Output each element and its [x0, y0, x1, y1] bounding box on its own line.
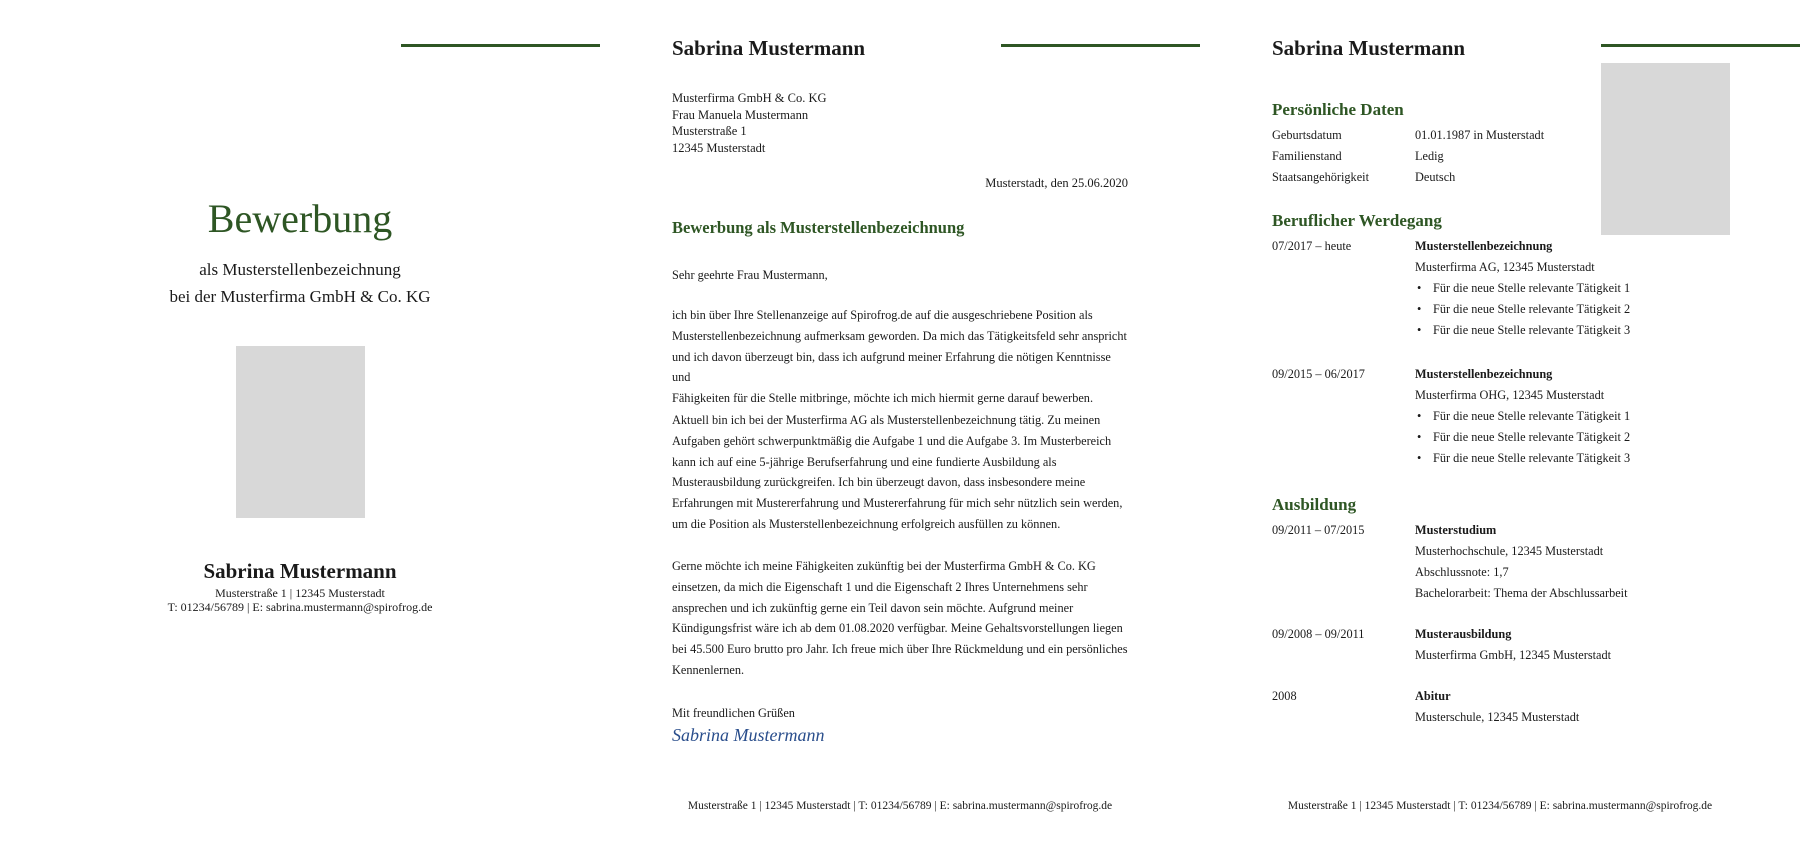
letter-line: Aufgaben gehört schwerpunktmäßig die Aufgabe 1 und die Aufgabe 3. Im Musterbereich [672, 433, 1112, 448]
letter-salutation: Sehr geehrte Frau Mustermann, [672, 268, 828, 282]
personal-value: Ledig [1415, 149, 1444, 163]
section-heading-career: Beruflicher Werdegang [1272, 211, 1442, 230]
signature: Sabrina Mustermann [672, 725, 825, 745]
education-details [1415, 520, 1705, 604]
education-title: Abitur [1415, 689, 1451, 703]
career-title: Musterstellenbezeichnung [1415, 367, 1553, 381]
accent-rule [1601, 44, 1800, 47]
letter-line: Erfahrungen mit Mustererfahrung und Mustererfahrung für mich sehr nützlich sein werden, [672, 496, 1123, 511]
letter-footer: Musterstraße 1 | 12345 Musterstadt | T: 01234/56789 | E: sabrina.mustermann@spirofrog.de [687, 800, 1113, 812]
recipient-line: Musterfirma GmbH & Co. KG [672, 91, 827, 105]
education-line: Abschlussnote: 1,7 [1415, 565, 1509, 579]
section-heading-education: Ausbildung [1272, 495, 1357, 514]
personal-value: Deutsch [1415, 170, 1456, 184]
applicant-photo-placeholder [236, 346, 365, 518]
education-details [1415, 624, 1705, 666]
letter-line: Fähigkeiten für die Stelle mitbringe, möchte ich mich hiermit gerne darauf bewerben. [672, 391, 1094, 406]
letter-line: ansprechen und ich zukünftig gerne ein Teil davon sein möchte. Aufgrund meiner [672, 600, 1074, 615]
career-details [1415, 364, 1705, 469]
education-title: Musterstudium [1415, 523, 1497, 537]
letter-subject: Bewerbung als Musterstellenbezeichnung [672, 218, 965, 237]
letter-line: einsetzen, da mich die Eigenschaft 1 und die Eigenschaft 2 Ihres Unternehmens sehr [672, 579, 1088, 594]
letter-line: Gerne möchte ich meine Fähigkeiten zukünftig bei der Musterfirma GmbH & Co. KG [672, 559, 1096, 573]
cover-contact: T: 01234/56789 | E: sabrina.mustermann@spirofrog.de [167, 600, 433, 614]
letter-closing: Mit freundlichen Grüßen [672, 706, 795, 720]
recipient-line: 12345 Musterstadt [672, 140, 766, 155]
education-title: Musterausbildung [1415, 627, 1512, 641]
letter-line: ich bin über Ihre Stellenanzeige auf Spirofrog.de auf die ausgeschriebene Position als [672, 308, 1093, 322]
cover-subtitle-company: bei der Musterfirma GmbH & Co. KG [169, 287, 431, 306]
career-bullet: • Für die neue Stelle relevante Tätigkeit 1 [1415, 406, 1705, 427]
cover-title: Bewerbung [207, 196, 393, 241]
letter-paragraph-1 [672, 305, 1132, 409]
letter-line: kann ich auf eine 5-jährige Berufserfahrung und eine fundierte Ausbildung als [672, 454, 1057, 469]
letter-paragraph-3 [672, 556, 1132, 681]
letter-date: Musterstadt, den 25.06.2020 [985, 176, 1128, 190]
cv-footer: Musterstraße 1 | 12345 Musterstadt | T: 01234/56789 | E: sabrina.mustermann@spirofrog.de [1287, 800, 1713, 812]
letter-line: Kennenlernen. [672, 662, 745, 677]
career-bullet: • Für die neue Stelle relevante Tätigkeit 3 [1415, 448, 1705, 469]
recipient-line: Musterstraße 1 [672, 124, 747, 138]
education-period: 2008 [1272, 689, 1297, 703]
cover-address: Musterstraße 1 | 12345 Musterstadt [215, 586, 385, 600]
career-details [1415, 236, 1705, 341]
education-line: Musterfirma GmbH, 12345 Musterstadt [1415, 648, 1612, 662]
letter-line: Aktuell bin ich bei der Musterfirma AG als Musterstellenbezeichnung tätig. Zu meinen [672, 413, 1101, 427]
education-line: Musterschule, 12345 Musterstadt [1415, 710, 1580, 724]
recipient-line: Frau Manuela Mustermann [672, 107, 809, 122]
career-org: Musterfirma AG, 12345 Musterstadt [1415, 260, 1595, 274]
letter-line: um die Position als Musterstellenbezeichnung erfolgreich ausfüllen zu können. [672, 516, 1061, 531]
letter-line: Kündigungsfrist wäre ich ab dem 01.08.2020 verfügbar. Meine Gehaltsvorstellungen liegen [672, 621, 1123, 636]
letter-line: bei 45.500 Euro brutto pro Jahr. Ich freue mich über Ihre Rückmeldung und ein persönliches [672, 642, 1128, 657]
letter-line: und ich davon überzeugt bin, dass ich aufgrund meiner Erfahrung die nötigen Kenntnisse und [672, 349, 1111, 385]
cover-subtitle-position: als Musterstellenbezeichnung [199, 260, 401, 279]
personal-label: Staatsangehörigkeit [1272, 170, 1369, 184]
personal-label: Familienstand [1272, 149, 1342, 163]
career-org: Musterfirma OHG, 12345 Musterstadt [1415, 388, 1605, 402]
career-bullet: • Für die neue Stelle relevante Tätigkeit 3 [1415, 320, 1705, 341]
cv-header-name: Sabrina Mustermann [1272, 36, 1466, 60]
personal-label: Geburtsdatum [1272, 128, 1342, 142]
education-period: 09/2008 – 09/2011 [1272, 627, 1365, 641]
accent-rule [401, 44, 600, 47]
section-heading-personal: Persönliche Daten [1272, 100, 1404, 119]
education-line: Bachelorarbeit: Thema der Abschlussarbeit [1415, 586, 1628, 600]
recipient-address [672, 90, 827, 156]
career-period: 07/2017 – heute [1272, 239, 1352, 253]
personal-value: 01.01.1987 in Musterstadt [1415, 128, 1545, 142]
cv-page [1200, 0, 1800, 848]
cover-letter-page [600, 0, 1200, 848]
letter-header-name: Sabrina Mustermann [672, 36, 866, 60]
career-bullet: • Für die neue Stelle relevante Tätigkeit 2 [1415, 299, 1705, 320]
career-bullet: • Für die neue Stelle relevante Tätigkeit 1 [1415, 278, 1705, 299]
letter-line: Musterausbildung zurückgreifen. Ich bin überzeugt davon, dass insbesondere meine [672, 475, 1086, 490]
career-title: Musterstellenbezeichnung [1415, 239, 1553, 253]
cover-page [0, 0, 600, 848]
letter-paragraph-2 [672, 410, 1132, 535]
cover-applicant-name: Sabrina Mustermann [203, 559, 397, 583]
education-details [1415, 686, 1705, 728]
education-period: 09/2011 – 07/2015 [1272, 523, 1365, 537]
education-line: Musterhochschule, 12345 Musterstadt [1415, 544, 1604, 558]
career-period: 09/2015 – 06/2017 [1272, 367, 1365, 381]
letter-line: Musterstellenbezeichnung aufmerksam geworden. Da mich das Tätigkeitsfeld sehr anspricht [672, 328, 1127, 343]
accent-rule [1001, 44, 1200, 47]
career-bullet: • Für die neue Stelle relevante Tätigkeit 2 [1415, 427, 1705, 448]
